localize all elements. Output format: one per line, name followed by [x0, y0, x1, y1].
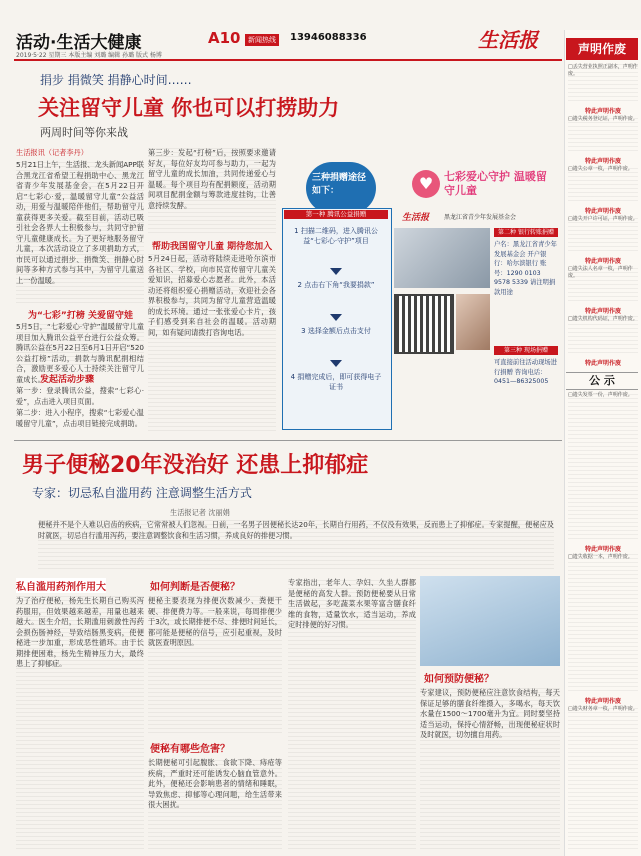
story1-byline: 生活报讯（记者李丹）	[16, 148, 88, 157]
partner-paper: 生活报	[402, 213, 430, 223]
sidebar-notice-title: 公 示	[566, 372, 638, 390]
paper-logo: 生活报	[478, 28, 538, 52]
arrow-icon	[330, 314, 342, 321]
story1-subhead: 两周时间等你来战	[40, 126, 128, 139]
sidebar-entry: □遗失发票一份，声明作废。	[568, 392, 638, 542]
infobox-title: 三种捐赠途径如下：	[312, 173, 367, 196]
story2-col2: 便秘主要表现为排便次数减少、粪便干硬、排便费力等。一般来说，每周排便少于3次，或长期排便不尽、排便时间延长，都可能是便秘的信号，应引起重视，及时就医查明原因。	[148, 596, 282, 736]
story2-top-rule	[14, 440, 562, 441]
sidebar-entry: □遗失公章一枚，声明作废。	[568, 166, 638, 204]
method1-step-1: 1 扫描二维码，进入腾讯公益“七彩心·守护”项目	[294, 227, 378, 245]
story2-h1: 私自滥用药剂作用大	[16, 578, 106, 593]
method1-label: 第一种 腾讯公益捐赠	[284, 210, 388, 219]
campaign-logo-heart-icon: ♥	[412, 170, 440, 198]
sidebar-entry: □遗失法人名章一枚，声明作废。	[568, 266, 638, 304]
sidebar-entry: □遗失收据一本，声明作废。	[568, 554, 638, 694]
sidebar-entry-head: 特此声明作废	[584, 258, 621, 265]
method2-title: 第二种 银行转账捐赠	[494, 228, 558, 237]
donation-infobox	[282, 148, 560, 436]
arrow-icon	[330, 268, 342, 275]
story1-step2: 第二步：进入小程序，搜索“七彩爱心温暖留守儿童”，点击项目链接完成捐助。	[16, 408, 144, 428]
method3-title: 第三种 现场捐赠	[494, 346, 558, 355]
story2-illustration	[420, 576, 560, 666]
story1-col2-body: 第三步：发起“打榜”后，按照要求邀请好友，每位好友均可参与助力，一起为留守儿童的成长加油，共同传递爱心与温暖。每个项目均有配捐额度，活动期间项目配捐金额与筹款进度挂钩，让善意持续发酵。	[148, 148, 276, 236]
masthead-rule	[14, 59, 562, 61]
masthead	[0, 0, 560, 60]
hotline-label: 新闻热线	[245, 34, 279, 46]
method2-body: 户名：黑龙江省青少年发展基金会 开户银行：哈尔滨银行 账号：1290 0103 9578 5339 请注明捐款用途	[494, 241, 557, 296]
story1-section1-body: 5月5日，“七彩爱心·守护”温暖留守儿童项目加入腾讯公益平台进行公益众筹。腾讯公益在5月22日至6月1日开启“520公益打榜”活动，捐款与腾讯配捐相结合，激励更多爱心人士持续关注留守儿童成长。	[16, 322, 144, 384]
method1-step-2: 2 点击右下角“我要捐款”	[297, 281, 375, 289]
qr-code-icon	[394, 294, 454, 354]
story1-step1: 第一步：登录腾讯公益，搜索“七彩心·爱”，点击进入项目页面。	[16, 386, 144, 406]
story2-h3: 便秘有哪些危害？	[150, 744, 230, 755]
story2-col4: 专家指出，老年人、孕妇、久坐人群都是便秘的高发人群。预防便秘要从日常生活做起，多吃蔬菜水果等富含膳食纤维的食物，适量饮水，适当运动，养成定时排便的好习惯。	[288, 578, 416, 852]
sidebar-entry: □遗失开户许可证，声明作废。	[568, 216, 638, 254]
story1-section3-title: 帮助我国留守儿童 期待您加入	[152, 242, 273, 252]
story1-section3-body: 5月24日起，活动将陆续走进哈尔滨市各社区、学校，向市民宣传留守儿童关爱知识，招募爱心志愿者。此外，本活动还将组织爱心捐赠活动，欢迎社会各界积极参与，共同为留守儿童营造温暖的成长环境。通过一张张爱心卡片，孩子们感受到来自社会的温暖。活动期间，如有疑问请拨打咨询电话。	[148, 254, 276, 434]
sidebar-entry: □遗失机构代码证，声明作废。	[568, 316, 638, 356]
sidebar-entry: □遗失财务章一枚，声明作废。	[568, 706, 638, 852]
section-title: 活动·生活大健康	[16, 33, 142, 53]
sidebar-entry-head: 特此声明作废	[584, 546, 621, 553]
method1-step-4: 4 捐赠完成后，即可获得电子证书	[290, 373, 382, 391]
story1-kicker: 捐步 捐微笑 捐静心时间……	[40, 73, 192, 87]
story2-headline: 男子便秘20年没治好 还患上抑郁症	[22, 453, 369, 478]
story1-section1-title: 为“七彩”打榜 关爱留守娃	[28, 311, 133, 321]
story1-col1-body: 5月21日上午，生活报、龙头新闻APP联合黑龙江省希望工程捐助中心、黑龙江省青少年发展基金会，在5月22日开启“七彩心·爱，温暖留守儿童”公益活动，用爱与温暖陪伴他们，帮助留守儿童获得更多关爱。截至目前，活动已吸引社会各界人士积极参与，共同守护留守儿童健康成长。为了更好地服务留守儿童，本次活动设立了多项捐助方式，市民可以通过捐步、捐微笑、捐静心时间等多种方式参与其中，为留守儿童送上一份温暖。	[16, 160, 144, 306]
story2-col1: 为了治疗便秘，杨先生长期自己购买泻药服用，但效果越来越差，用量也越来越大。医生介绍，长期滥用刺激性泻药会损伤肠神经，导致结肠黑变病，使便秘进一步加重，形成恶性循环。由于长期排便困难，杨先生精神压力大，最终患上了抑郁症。	[16, 596, 144, 852]
sidebar-entry-head: 特此声明作废	[584, 158, 621, 165]
story2-col5: 专家建议，预防便秘应注意饮食结构，每天保证足够的膳食纤维摄入，多喝水，每天饮水量在1500～1700毫升为宜。同时要坚持适当运动，保持心情舒畅，出现便秘症状时及时就医，切勿擅自用药。	[420, 688, 560, 852]
story2-col3: 长期便秘可引起腹胀、食欲下降、痔疮等疾病，严重时还可能诱发心脑血管意外。此外，便秘还会影响患者的情绪和睡眠，导致焦虑、抑郁等心理问题，给生活带来很大困扰。	[148, 758, 282, 852]
sidebar-entry-head: 特此声明作废	[584, 108, 621, 115]
arrow-icon	[330, 360, 342, 367]
story2-h4: 如何预防便秘？	[424, 674, 494, 685]
method1-step-3: 3 选择金额后点击支付	[301, 327, 371, 335]
story2-subhead: 专家：切忌私自滥用药 注意调整生活方式	[32, 486, 252, 500]
campaign-logo	[412, 166, 552, 206]
story2-byline: 生活报记者 沈丽娟	[170, 508, 230, 517]
sidebar-entry-head: 特此声明作废	[584, 698, 621, 705]
dateline: 2019·5·22 星期三 本版主编 刘璐 编辑 孙璐 版式 杨博	[16, 52, 162, 59]
sidebar-entry-head: 特此声明作废	[584, 208, 621, 215]
sidebar-entry: □丢失营业执照正副本，声明作废。	[568, 64, 638, 104]
sidebar-entry-head: 特此声明作废	[584, 308, 621, 315]
sidebar-entry: □遗失税务登记证，声明作废。	[568, 116, 638, 154]
story2-h2: 如何判断是否便秘？	[150, 582, 240, 593]
method3-body: 可直接前往活动现场进行捐赠 咨询电话：0451—86325005	[494, 359, 557, 385]
hotline-number: 13946088336	[290, 32, 367, 43]
campaign-photo	[394, 228, 490, 288]
campaign-logo-text: 七彩爱心守护 温暖留守儿童	[444, 170, 547, 197]
sidebar-title: 声明作废	[566, 38, 638, 60]
story1-section2-title: 发起活动步骤	[40, 375, 95, 385]
story1-headline: 关注留守儿童 你也可以打捞助力	[38, 96, 340, 120]
partner-foundation: 黑龙江省青少年发展基金会	[444, 214, 517, 221]
page-code: A10	[208, 29, 241, 47]
sidebar-entry-head: 特此声明作废	[584, 360, 621, 367]
campaign-photo-small	[456, 294, 490, 350]
story2-lede: 便秘并不是个人难以启齿的疾病，它常常被人们忽视。日前，一名男子因便秘长达20年，长期自行用药，不仅没有效果，反而患上了抑郁症。专家提醒，便秘应及时就医，切忌自行滥用泻药，要注意调整饮食和生活习惯，养成良好的排便习惯。	[38, 520, 554, 572]
